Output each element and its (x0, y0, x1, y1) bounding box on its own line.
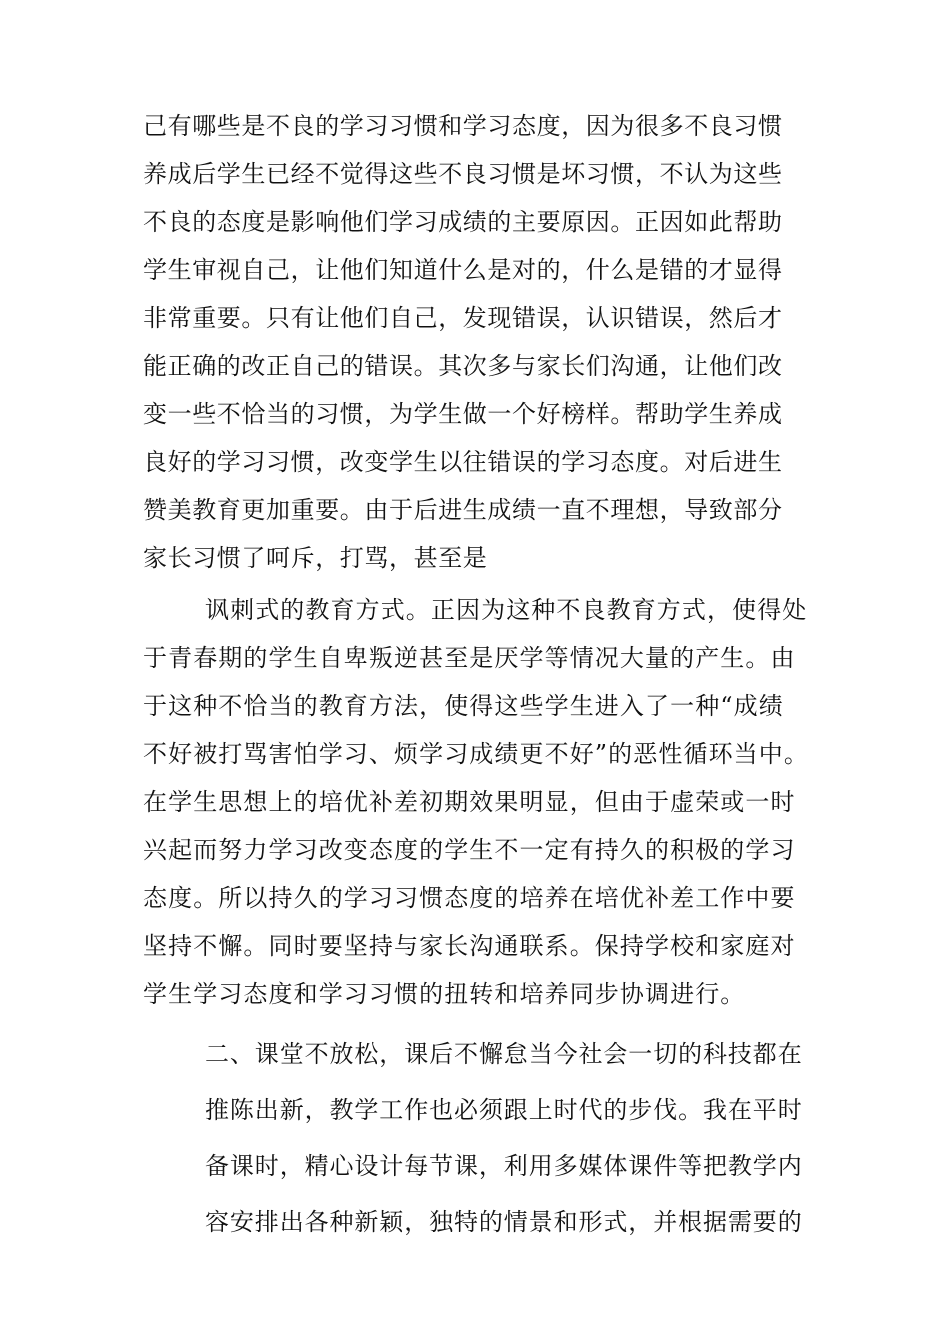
text-line: 不好被打骂害怕学习、烦学习成绩更不好”的恶性循环当中。 (143, 740, 809, 768)
text-line: 不良的态度是影响他们学习成绩的主要原因。正因如此帮助 (143, 208, 783, 236)
text-line: 学生审视自己，让他们知道什么是对的，什么是错的才显得 (143, 256, 783, 284)
text-line: 己有哪些是不良的学习习惯和学习态度，因为很多不良习惯 (143, 112, 783, 140)
text-line: 态度。所以持久的学习习惯态度的培养在培优补差工作中要 (143, 884, 796, 912)
text-line: 学生学习态度和学习习惯的扭转和培养同步协调进行。 (143, 980, 746, 1008)
text-line: 推陈出新，教学工作也必须跟上时代的步伐。我在平时 (205, 1096, 803, 1124)
text-line: 良好的学习习惯，改变学生以往错误的学习态度。对后进生 (143, 448, 783, 476)
text-line: 非常重要。只有让他们自己，发现错误，认识错误，然后才 (143, 304, 783, 332)
text-line: 坚持不懈。同时要坚持与家长沟通联系。保持学校和家庭对 (143, 932, 796, 960)
text-line: 讽刺式的教育方式。正因为这种不良教育方式，使得处 (205, 596, 808, 624)
text-line: 兴起而努力学习改变态度的学生不一定有持久的积极的学习 (143, 836, 796, 864)
text-line: 变一些不恰当的习惯，为学生做一个好榜样。帮助学生养成 (143, 400, 783, 428)
text-line: 于这种不恰当的教育方法，使得这些学生进入了一种“成绩 (143, 692, 784, 720)
text-line: 养成后学生已经不觉得这些不良习惯是坏习惯，不认为这些 (143, 160, 783, 188)
text-line: 二、课堂不放松，课后不懈怠当今社会一切的科技都在 (205, 1040, 803, 1068)
text-line: 家长习惯了呵斥，打骂，甚至是 (143, 544, 488, 572)
text-line: 在学生思想上的培优补差初期效果明显，但由于虚荣或一时 (143, 788, 796, 816)
text-line: 能正确的改正自己的错误。其次多与家长们沟通，让他们改 (143, 352, 783, 380)
text-line: 容安排出各种新颖，独特的情景和形式，并根据需要的 (205, 1208, 803, 1236)
text-line: 备课时，精心设计每节课，利用多媒体课件等把教学内 (205, 1152, 803, 1180)
text-line: 于青春期的学生自卑叛逆甚至是厌学等情况大量的产生。由 (143, 644, 796, 672)
text-line: 赞美教育更加重要。由于后进生成绩一直不理想，导致部分 (143, 496, 783, 524)
